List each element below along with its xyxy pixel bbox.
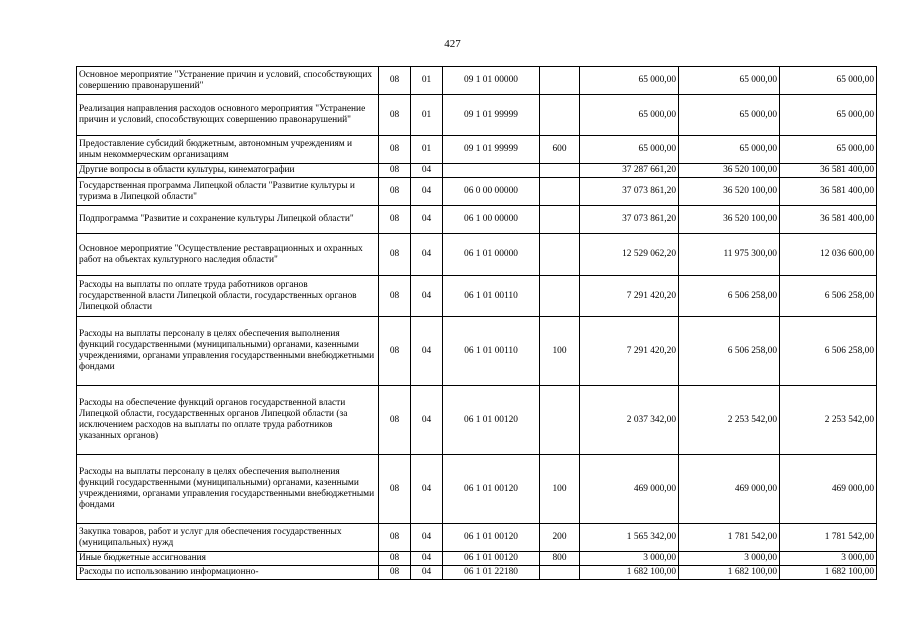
section-code: 08 (379, 164, 411, 178)
target-code: 06 1 00 00000 (443, 206, 540, 234)
table-row (77, 67, 877, 95)
subsection-code: 04 (411, 276, 443, 317)
amount-year-3: 36 581 400,00 (780, 178, 877, 206)
subsection-code: 04 (411, 164, 443, 178)
section-code: 08 (379, 552, 411, 566)
section-code: 08 (379, 455, 411, 524)
amount-year-1: 65 000,00 (580, 136, 679, 164)
amount-year-2: 65 000,00 (679, 95, 780, 136)
amount-year-3: 36 581 400,00 (780, 164, 877, 178)
section-code: 08 (379, 317, 411, 386)
section-code: 08 (379, 178, 411, 206)
subsection-code: 01 (411, 95, 443, 136)
amount-year-1: 7 291 420,20 (580, 317, 679, 386)
table-row (77, 206, 877, 234)
expense-type-code (540, 206, 580, 234)
table-row (77, 164, 877, 178)
amount-year-2: 36 520 100,00 (679, 206, 780, 234)
expense-type-code (540, 234, 580, 276)
amount-year-1: 7 291 420,20 (580, 276, 679, 317)
amount-year-3: 65 000,00 (780, 67, 877, 95)
expense-type-code: 600 (540, 136, 580, 164)
row-name: Другие вопросы в области культуры, кинематографии (77, 164, 379, 178)
expense-type-code: 800 (540, 552, 580, 566)
table-row (77, 566, 877, 580)
amount-year-3: 1 781 542,00 (780, 524, 877, 552)
table-row (77, 524, 877, 552)
amount-year-3: 6 506 258,00 (780, 276, 877, 317)
page-number: 427 (444, 38, 461, 50)
table-row (77, 234, 877, 276)
section-code: 08 (379, 95, 411, 136)
amount-year-2: 36 520 100,00 (679, 164, 780, 178)
subsection-code: 04 (411, 206, 443, 234)
row-name: Расходы по использованию информационно- (77, 566, 379, 580)
target-code: 06 1 01 00120 (443, 386, 540, 455)
target-code: 06 1 01 00110 (443, 317, 540, 386)
table-row (77, 386, 877, 455)
target-code: 06 1 01 00120 (443, 552, 540, 566)
table-row (77, 95, 877, 136)
subsection-code: 04 (411, 566, 443, 580)
amount-year-3: 6 506 258,00 (780, 317, 877, 386)
row-name: Государственная программа Липецкой области "Развитие культуры и туризма в Липецкой области" (77, 178, 379, 206)
expense-type-code (540, 386, 580, 455)
target-code (443, 164, 540, 178)
amount-year-2: 2 253 542,00 (679, 386, 780, 455)
expense-type-code (540, 67, 580, 95)
section-code: 08 (379, 136, 411, 164)
subsection-code: 04 (411, 234, 443, 276)
amount-year-1: 37 287 661,20 (580, 164, 679, 178)
subsection-code: 04 (411, 552, 443, 566)
amount-year-3: 3 000,00 (780, 552, 877, 566)
expense-type-code: 200 (540, 524, 580, 552)
table-row (77, 178, 877, 206)
section-code: 08 (379, 566, 411, 580)
amount-year-3: 36 581 400,00 (780, 206, 877, 234)
target-code: 06 1 01 00000 (443, 234, 540, 276)
amount-year-1: 65 000,00 (580, 67, 679, 95)
section-code: 08 (379, 524, 411, 552)
subsection-code: 04 (411, 178, 443, 206)
table-row (77, 455, 877, 524)
row-name: Расходы на выплаты персоналу в целях обеспечения выполнения функций государственными (муниципальными) органами, казенными учреждениями, органами управления государственными внебюджетными фондами (77, 455, 379, 524)
table-row (77, 136, 877, 164)
row-name: Расходы на выплаты персоналу в целях обеспечения выполнения функций государственными (муниципальными) органами, казенными учреждениями, органами управления государственными внебюджетными фондами (77, 317, 379, 386)
row-name: Реализация направления расходов основного мероприятия "Устранение причин и условий, способствующих совершению правонарушений" (77, 95, 379, 136)
target-code: 06 1 01 22180 (443, 566, 540, 580)
amount-year-3: 1 682 100,00 (780, 566, 877, 580)
section-code: 08 (379, 206, 411, 234)
section-code: 08 (379, 234, 411, 276)
amount-year-1: 469 000,00 (580, 455, 679, 524)
subsection-code: 04 (411, 524, 443, 552)
section-code: 08 (379, 386, 411, 455)
budget-table (76, 66, 877, 580)
expense-type-code (540, 178, 580, 206)
subsection-code: 01 (411, 67, 443, 95)
row-name: Закупка товаров, работ и услуг для обеспечения государственных (муниципальных) нужд (77, 524, 379, 552)
row-name: Подпрограмма "Развитие и сохранение культуры Липецкой области" (77, 206, 379, 234)
row-name: Расходы на обеспечение функций органов государственной власти Липецкой области, государственных органов Липецкой области (за исключением расходов на выплаты по оплате труда работников указанных органов) (77, 386, 379, 455)
amount-year-2: 65 000,00 (679, 67, 780, 95)
section-code: 08 (379, 276, 411, 317)
amount-year-3: 2 253 542,00 (780, 386, 877, 455)
amount-year-1: 65 000,00 (580, 95, 679, 136)
expense-type-code (540, 566, 580, 580)
amount-year-2: 469 000,00 (679, 455, 780, 524)
subsection-code: 01 (411, 136, 443, 164)
amount-year-2: 1 781 542,00 (679, 524, 780, 552)
section-code: 08 (379, 67, 411, 95)
amount-year-3: 65 000,00 (780, 95, 877, 136)
table-row (77, 317, 877, 386)
amount-year-1: 37 073 861,20 (580, 178, 679, 206)
row-name: Предоставление субсидий бюджетным, автономным учреждениям и иным некоммерческим организациям (77, 136, 379, 164)
row-name: Основное мероприятие "Осуществление реставрационных и охранных работ на объектах культурного наследия области" (77, 234, 379, 276)
target-code: 09 1 01 99999 (443, 95, 540, 136)
amount-year-1: 12 529 062,20 (580, 234, 679, 276)
amount-year-1: 2 037 342,00 (580, 386, 679, 455)
target-code: 09 1 01 00000 (443, 67, 540, 95)
expense-type-code: 100 (540, 455, 580, 524)
target-code: 06 1 01 00110 (443, 276, 540, 317)
amount-year-2: 6 506 258,00 (679, 317, 780, 386)
amount-year-3: 469 000,00 (780, 455, 877, 524)
row-name: Расходы на выплаты по оплате труда работников органов государственной власти Липецкой области, государственных органов Липецкой области (77, 276, 379, 317)
amount-year-1: 37 073 861,20 (580, 206, 679, 234)
target-code: 06 1 01 00120 (443, 524, 540, 552)
amount-year-2: 6 506 258,00 (679, 276, 780, 317)
expense-type-code (540, 95, 580, 136)
target-code: 06 1 01 00120 (443, 455, 540, 524)
table-row (77, 552, 877, 566)
expense-type-code (540, 164, 580, 178)
amount-year-2: 36 520 100,00 (679, 178, 780, 206)
subsection-code: 04 (411, 317, 443, 386)
amount-year-2: 3 000,00 (679, 552, 780, 566)
target-code: 06 0 00 00000 (443, 178, 540, 206)
amount-year-2: 65 000,00 (679, 136, 780, 164)
amount-year-1: 1 565 342,00 (580, 524, 679, 552)
subsection-code: 04 (411, 455, 443, 524)
expense-type-code (540, 276, 580, 317)
row-name: Иные бюджетные ассигнования (77, 552, 379, 566)
subsection-code: 04 (411, 386, 443, 455)
amount-year-2: 11 975 300,00 (679, 234, 780, 276)
amount-year-1: 3 000,00 (580, 552, 679, 566)
amount-year-3: 12 036 600,00 (780, 234, 877, 276)
target-code: 09 1 01 99999 (443, 136, 540, 164)
amount-year-3: 65 000,00 (780, 136, 877, 164)
row-name: Основное мероприятие "Устранение причин и условий, способствующих совершению правонарушений" (77, 67, 379, 95)
table-row (77, 276, 877, 317)
expense-type-code: 100 (540, 317, 580, 386)
amount-year-2: 1 682 100,00 (679, 566, 780, 580)
amount-year-1: 1 682 100,00 (580, 566, 679, 580)
